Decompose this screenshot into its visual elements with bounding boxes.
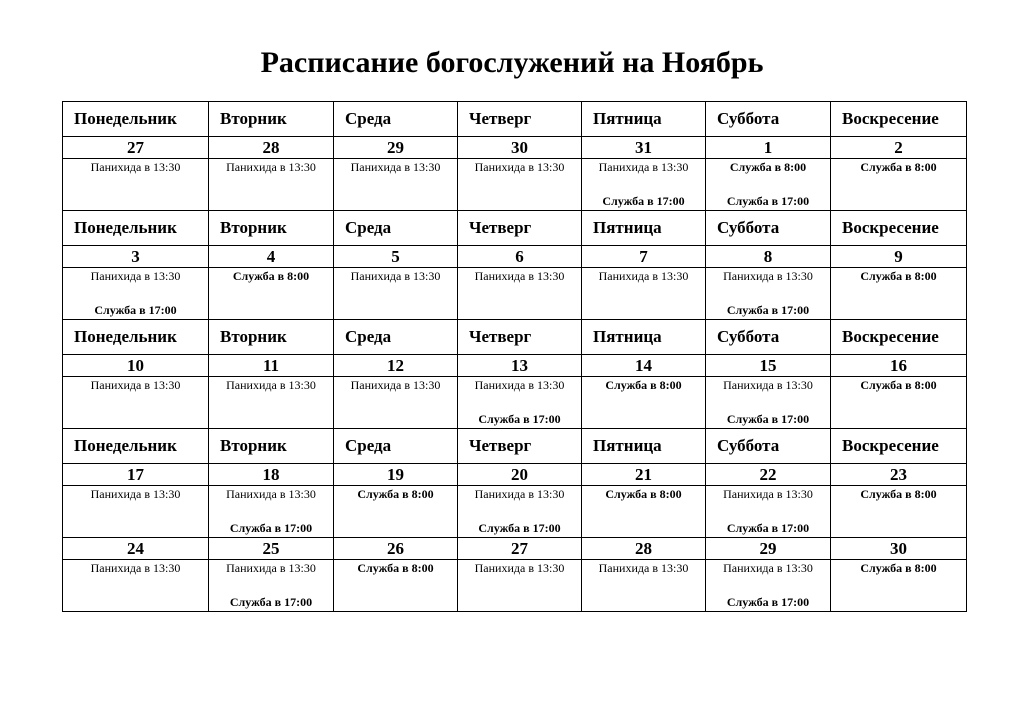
- services-cell: [209, 159, 334, 211]
- weekday-header-mon: Понедельник: [63, 320, 209, 355]
- service-line: Панихида в 13:30: [350, 160, 441, 174]
- date-cell: 15: [706, 355, 831, 377]
- weekday-header-sat: Суббота: [706, 320, 831, 355]
- date-cell: 11: [209, 355, 334, 377]
- services-cell: [63, 268, 209, 320]
- date-row: [63, 355, 967, 377]
- service-line: Служба в 8:00: [357, 487, 434, 501]
- services-cell: [582, 159, 706, 211]
- date-cell: 1: [706, 137, 831, 159]
- services-row: [63, 560, 967, 612]
- service-line: Служба в 8:00: [860, 487, 937, 501]
- weekday-header-thu: Четверг: [458, 320, 582, 355]
- services-cell: [334, 268, 458, 320]
- service-line: Панихида в 13:30: [723, 487, 813, 501]
- date-cell: 8: [706, 246, 831, 268]
- date-cell: 13: [458, 355, 582, 377]
- date-row: [63, 137, 967, 159]
- weekday-header-tue: Вторник: [209, 211, 334, 246]
- service-line: Панихида в 13:30: [90, 487, 181, 501]
- weekday-header-sun: Воскресение: [831, 429, 967, 464]
- services-cell: [706, 159, 831, 211]
- service-line: Панихида в 13:30: [474, 160, 565, 174]
- weekday-header-mon: Понедельник: [63, 211, 209, 246]
- services-cell: [209, 560, 334, 612]
- service-line: Панихида в 13:30: [226, 160, 316, 174]
- service-line: Панихида в 13:30: [723, 561, 813, 575]
- date-row: [63, 246, 967, 268]
- date-cell: 20: [458, 464, 582, 486]
- date-cell: 7: [582, 246, 706, 268]
- service-line: Служба в 8:00: [357, 561, 434, 575]
- services-cell: [458, 159, 582, 211]
- services-cell: [831, 377, 967, 429]
- date-cell: 29: [334, 137, 458, 159]
- date-cell: 28: [209, 137, 334, 159]
- date-cell: 29: [706, 538, 831, 560]
- services-cell: [706, 486, 831, 538]
- service-line: Служба в 8:00: [860, 561, 937, 575]
- service-line-evening: Служба в 17:00: [94, 303, 177, 317]
- service-line: Панихида в 13:30: [598, 160, 689, 174]
- weekday-header-row: [63, 211, 967, 246]
- services-cell: [334, 377, 458, 429]
- service-line: Панихида в 13:30: [90, 269, 181, 283]
- weekday-header-sun: Воскресение: [831, 102, 967, 137]
- service-line: Панихида в 13:30: [226, 378, 316, 392]
- weekday-header-wed: Среда: [334, 429, 458, 464]
- weekday-header-fri: Пятница: [582, 102, 706, 137]
- services-cell: [63, 377, 209, 429]
- service-line-evening: Служба в 17:00: [726, 303, 810, 317]
- weekday-header-tue: Вторник: [209, 320, 334, 355]
- weekday-header-thu: Четверг: [458, 211, 582, 246]
- service-line: Служба в 8:00: [232, 269, 310, 283]
- date-cell: 4: [209, 246, 334, 268]
- date-cell: 23: [831, 464, 967, 486]
- service-line: Панихида в 13:30: [723, 269, 813, 283]
- date-row: [63, 464, 967, 486]
- weekday-header-wed: Среда: [334, 102, 458, 137]
- services-cell: [831, 159, 967, 211]
- service-line-evening: Служба в 17:00: [726, 412, 810, 426]
- services-cell: [63, 486, 209, 538]
- weekday-header-sat: Суббота: [706, 102, 831, 137]
- services-cell: [458, 268, 582, 320]
- service-line: Служба в 8:00: [860, 378, 937, 392]
- services-cell: [334, 560, 458, 612]
- service-line: Панихида в 13:30: [226, 561, 316, 575]
- service-line: Служба в 8:00: [860, 160, 937, 174]
- services-cell: [209, 377, 334, 429]
- service-line-evening: Служба в 17:00: [478, 521, 561, 535]
- service-line-evening: Служба в 17:00: [229, 521, 313, 535]
- date-cell: 27: [63, 137, 209, 159]
- services-cell: [334, 159, 458, 211]
- service-line: Служба в 8:00: [860, 269, 937, 283]
- weekday-header-mon: Понедельник: [63, 102, 209, 137]
- services-cell: [458, 560, 582, 612]
- service-line-evening: Служба в 17:00: [229, 595, 313, 609]
- date-cell: 24: [63, 538, 209, 560]
- services-row: [63, 268, 967, 320]
- services-cell: [63, 159, 209, 211]
- schedule-table: [62, 101, 967, 612]
- service-line-evening: Служба в 17:00: [726, 521, 810, 535]
- services-cell: [209, 268, 334, 320]
- services-cell: [582, 268, 706, 320]
- services-cell: [458, 377, 582, 429]
- service-line: Панихида в 13:30: [90, 378, 181, 392]
- services-cell: [831, 486, 967, 538]
- service-line: Панихида в 13:30: [723, 378, 813, 392]
- services-cell: [582, 377, 706, 429]
- service-line: Панихида в 13:30: [90, 160, 181, 174]
- service-line: Служба в 8:00: [605, 378, 682, 392]
- date-cell: 21: [582, 464, 706, 486]
- service-line: Панихида в 13:30: [598, 561, 689, 575]
- date-cell: 9: [831, 246, 967, 268]
- weekday-header-tue: Вторник: [209, 429, 334, 464]
- weekday-header-thu: Четверг: [458, 102, 582, 137]
- date-cell: 27: [458, 538, 582, 560]
- weekday-header-sat: Суббота: [706, 429, 831, 464]
- date-cell: 30: [458, 137, 582, 159]
- date-cell: 25: [209, 538, 334, 560]
- date-cell: 16: [831, 355, 967, 377]
- weekday-header-sat: Суббота: [706, 211, 831, 246]
- service-line: Панихида в 13:30: [474, 378, 565, 392]
- services-row: [63, 159, 967, 211]
- weekday-header-fri: Пятница: [582, 211, 706, 246]
- date-cell: 10: [63, 355, 209, 377]
- weekday-header-fri: Пятница: [582, 320, 706, 355]
- services-cell: [706, 268, 831, 320]
- service-line: Панихида в 13:30: [598, 269, 689, 283]
- services-row: [63, 377, 967, 429]
- services-cell: [831, 560, 967, 612]
- service-line: Служба в 8:00: [729, 160, 807, 174]
- services-row: [63, 486, 967, 538]
- weekday-header-wed: Среда: [334, 320, 458, 355]
- service-line: Панихида в 13:30: [350, 269, 441, 283]
- services-cell: [582, 486, 706, 538]
- service-line: Служба в 8:00: [605, 487, 682, 501]
- date-cell: 2: [831, 137, 967, 159]
- service-line: Панихида в 13:30: [474, 269, 565, 283]
- service-line-evening: Служба в 17:00: [478, 412, 561, 426]
- services-cell: [458, 486, 582, 538]
- date-cell: 28: [582, 538, 706, 560]
- services-cell: [209, 486, 334, 538]
- service-line: Панихида в 13:30: [474, 561, 565, 575]
- services-cell: [334, 486, 458, 538]
- services-cell: [706, 377, 831, 429]
- weekday-header-row: [63, 429, 967, 464]
- date-cell: 12: [334, 355, 458, 377]
- weekday-header-fri: Пятница: [582, 429, 706, 464]
- service-line-evening: Служба в 17:00: [726, 595, 810, 609]
- services-cell: [582, 560, 706, 612]
- services-cell: [63, 560, 209, 612]
- service-line-evening: Служба в 17:00: [726, 194, 810, 208]
- weekday-header-mon: Понедельник: [63, 429, 209, 464]
- weekday-header-thu: Четверг: [458, 429, 582, 464]
- service-line: Панихида в 13:30: [474, 487, 565, 501]
- service-line: Панихида в 13:30: [226, 487, 316, 501]
- date-cell: 6: [458, 246, 582, 268]
- date-cell: 14: [582, 355, 706, 377]
- date-row: [63, 538, 967, 560]
- date-cell: 31: [582, 137, 706, 159]
- services-cell: [831, 268, 967, 320]
- weekday-header-sun: Воскресение: [831, 211, 967, 246]
- weekday-header-wed: Среда: [334, 211, 458, 246]
- services-cell: [706, 560, 831, 612]
- date-cell: 17: [63, 464, 209, 486]
- date-cell: 19: [334, 464, 458, 486]
- date-cell: 26: [334, 538, 458, 560]
- weekday-header-sun: Воскресение: [831, 320, 967, 355]
- service-line: Панихида в 13:30: [350, 378, 441, 392]
- date-cell: 5: [334, 246, 458, 268]
- date-cell: 22: [706, 464, 831, 486]
- weekday-header-tue: Вторник: [209, 102, 334, 137]
- date-cell: 3: [63, 246, 209, 268]
- weekday-header-row: [63, 320, 967, 355]
- date-cell: 18: [209, 464, 334, 486]
- weekday-header-row: [63, 102, 967, 137]
- page-title: Расписание богослужений на Ноябрь: [260, 46, 764, 79]
- service-line-evening: Служба в 17:00: [602, 194, 685, 208]
- service-line: Панихида в 13:30: [90, 561, 181, 575]
- date-cell: 30: [831, 538, 967, 560]
